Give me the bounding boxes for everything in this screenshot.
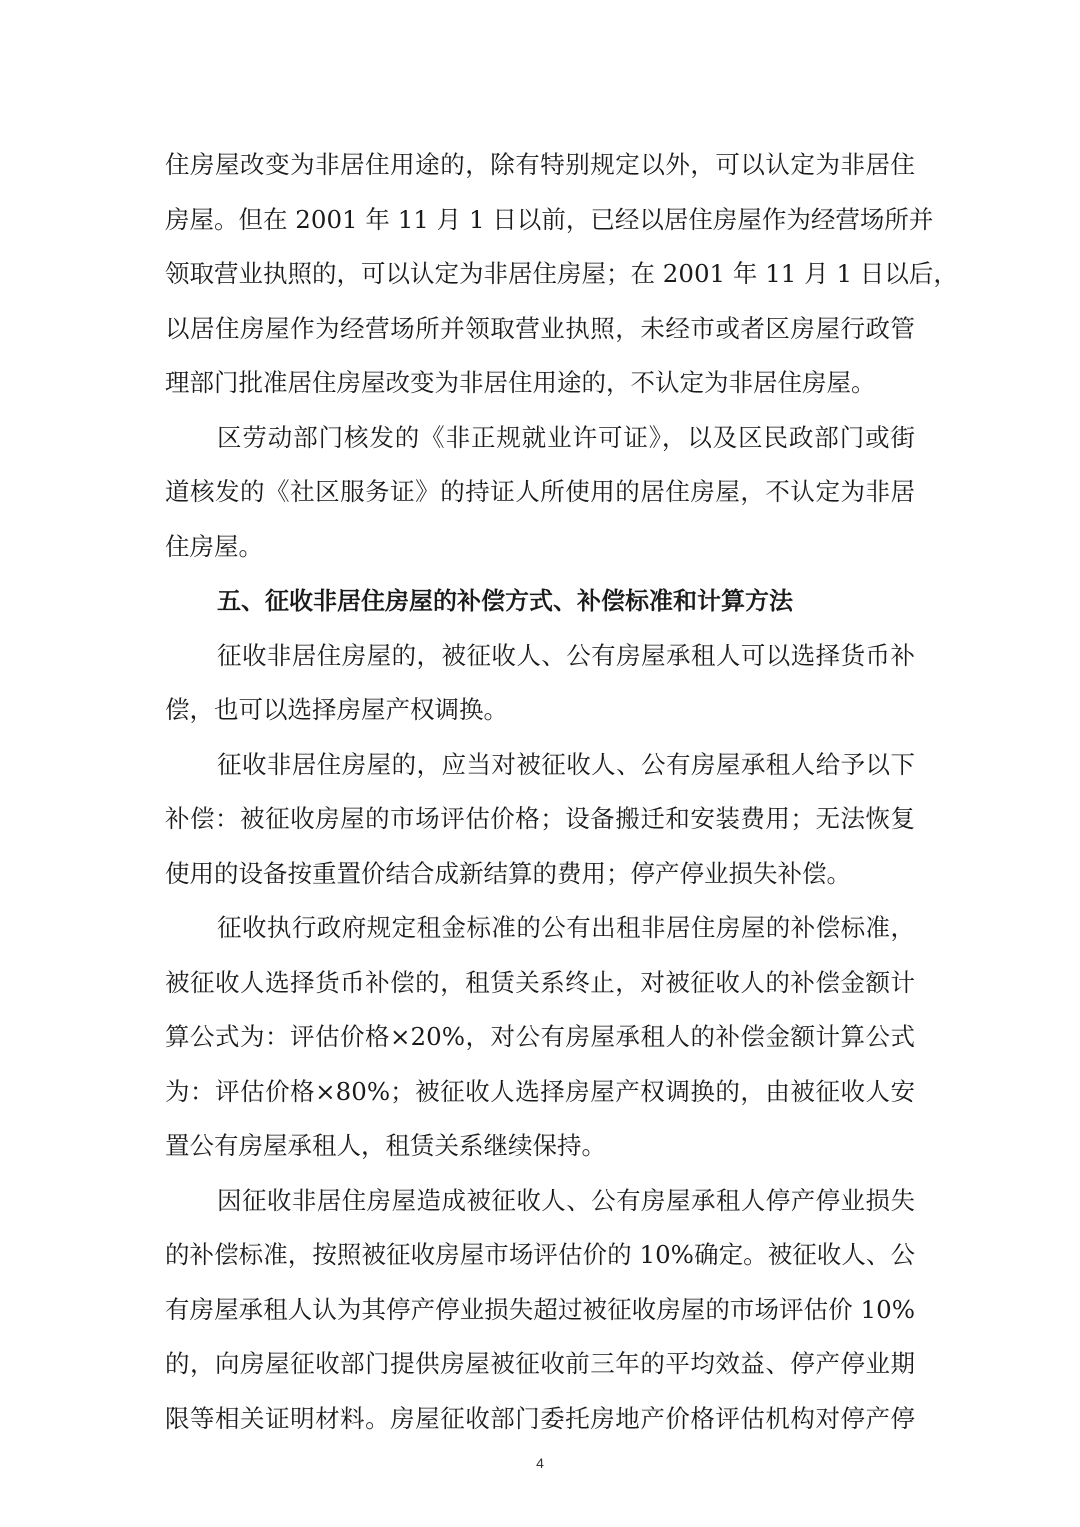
text-line: 使用的设备按重置价结合成新结算的费用；停产停业损失补偿。 bbox=[165, 858, 851, 888]
text-line: 住房屋。 bbox=[165, 531, 263, 561]
text-line: 限等相关证明材料。房屋征收部门委托房地产价格评估机构对停产停 bbox=[165, 1403, 915, 1433]
text-line: 征收非居住房屋的，应当对被征收人、公有房屋承租人给予以下 bbox=[217, 749, 915, 779]
body-paragraph bbox=[165, 901, 915, 1174]
text-line: 房屋。但在 2001 年 11 月 1 日以前，已经以居住房屋作为经营场所并 bbox=[165, 204, 934, 234]
text-line: 区劳动部门核发的《非正规就业许可证》，以及区民政部门或街 bbox=[217, 422, 915, 452]
text-line: 住房屋改变为非居住用途的，除有特别规定以外，可以认定为非居住 bbox=[165, 150, 915, 179]
body-paragraph bbox=[165, 629, 915, 738]
text-line: 因征收非居住房屋造成被征收人、公有房屋承租人停产停业损失 bbox=[217, 1185, 915, 1215]
text-line: 的，向房屋征收部门提供房屋被征收前三年的平均效益、停产停业期 bbox=[165, 1349, 915, 1378]
text-line: 有房屋承租人认为其停产停业损失超过被征收房屋的市场评估价 10% bbox=[165, 1294, 915, 1324]
body-paragraph bbox=[165, 138, 958, 411]
section-heading: 五、征收非居住房屋的补偿方式、补偿标准和计算方法 bbox=[217, 587, 793, 615]
text-line: 以居住房屋作为经营场所并领取营业执照，未经市或者区房屋行政管 bbox=[165, 313, 915, 343]
text-line: 领取营业执照的，可以认定为非居住房屋；在 2001 年 11 月 1 日以后， bbox=[165, 259, 958, 288]
text-line: 征收非居住房屋的，被征收人、公有房屋承租人可以选择货币补 bbox=[217, 640, 915, 670]
text-line: 为：评估价格×80%；被征收人选择房屋产权调换的，由被征收人安 bbox=[165, 1076, 915, 1106]
page-number: 4 bbox=[536, 1455, 544, 1471]
text-line: 的补偿标准，按照被征收房屋市场评估价的 10%确定。被征收人、公 bbox=[165, 1240, 915, 1269]
text-line: 算公式为：评估价格×20%，对公有房屋承租人的补偿金额计算公式 bbox=[165, 1022, 915, 1051]
body-paragraph bbox=[165, 411, 915, 575]
document-page bbox=[165, 138, 958, 1446]
text-line: 偿，也可以选择房屋产权调换。 bbox=[165, 695, 508, 724]
text-line: 征收执行政府规定租金标准的公有出租非居住房屋的补偿标准， bbox=[217, 913, 915, 942]
text-line: 补偿：被征收房屋的市场评估价格；设备搬迁和安装费用；无法恢复 bbox=[165, 804, 915, 833]
text-line: 道核发的《社区服务证》的持证人所使用的居住房屋，不认定为非居 bbox=[165, 477, 915, 506]
text-line: 被征收人选择货币补偿的，租赁关系终止，对被征收人的补偿金额计 bbox=[165, 967, 915, 997]
body-paragraph bbox=[165, 1174, 915, 1447]
text-line: 理部门批准居住房屋改变为非居住用途的，不认定为非居住房屋。 bbox=[165, 368, 876, 397]
body-paragraph bbox=[165, 738, 915, 902]
text-line: 置公有房屋承租人，租赁关系继续保持。 bbox=[165, 1131, 606, 1160]
